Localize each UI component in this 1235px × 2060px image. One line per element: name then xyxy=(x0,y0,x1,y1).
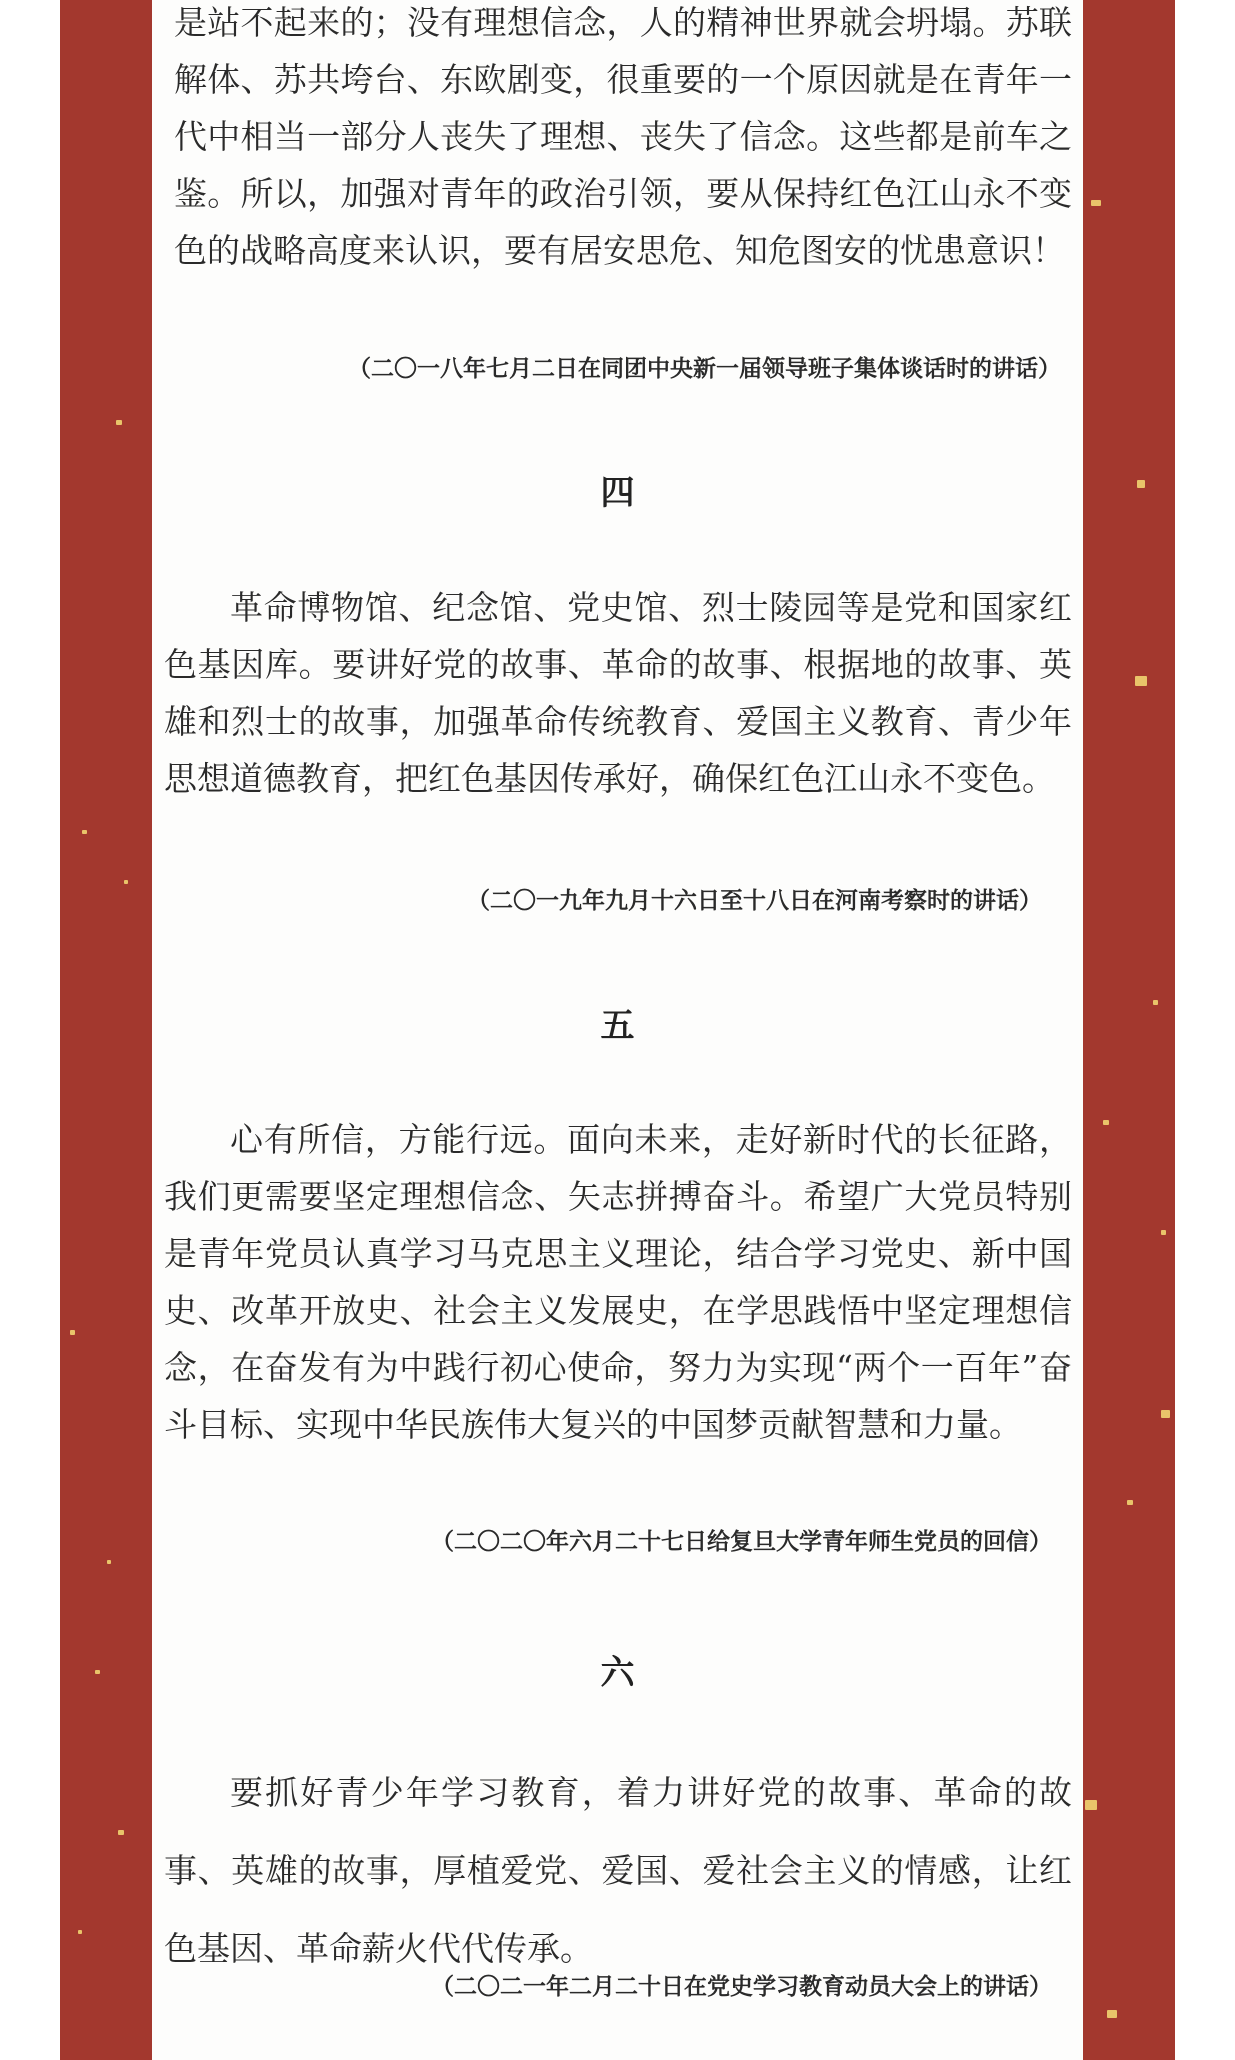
gold-fleck xyxy=(116,420,122,425)
gold-fleck xyxy=(1103,1120,1109,1125)
paragraph: 要抓好青少年学习教育，着力讲好党的故事、革命的故事、英雄的故事，厚植爱党、爱国、爱社会主义的情感，让红色基因、革命薪火代代传承。 xyxy=(164,1773,1072,1968)
section-number: 四 xyxy=(600,473,635,513)
gold-fleck xyxy=(1135,676,1147,686)
gold-fleck xyxy=(1127,1500,1133,1505)
page-paper xyxy=(152,0,1083,2060)
gold-fleck xyxy=(1161,1230,1166,1235)
section-five-body xyxy=(164,1111,1072,1453)
gold-fleck xyxy=(1085,1800,1097,1810)
gold-fleck xyxy=(70,1330,75,1335)
gold-fleck xyxy=(1107,2010,1117,2018)
gold-fleck xyxy=(118,1830,124,1835)
left-red-border xyxy=(60,0,152,2060)
paragraph: 心有所信，方能行远。面向未来，走好新时代的长征路，我们更需要坚定理想信念、矢志拼搏奋斗。希望广大党员特别是青年党员认真学习马克思主义理论，结合学习党史、新中国史、改革开放史、社会主义发展史，在学思践悟中坚定理想信念，在奋发有为中践行初心使命，努力为实现“两个一百年”奋斗目标、实现中华民族伟大复兴的中国梦贡献智慧和力量。 xyxy=(164,1120,1072,1444)
paragraph: 是站不起来的；没有理想信念，人的精神世界就会坍塌。苏联解体、苏共垮台、东欧剧变，很重要的一个原因就是在青年一代中相当一部分人丧失了理想、丧失了信念。这些都是前车之鉴。所以，加强对青年的政治引领，要从保持红色江山永不变色的战略高度来认识，要有居安思危、知危图安的忧患意识！ xyxy=(174,3,1072,270)
section-three-body xyxy=(174,0,1072,279)
gold-fleck xyxy=(107,1560,111,1564)
source-citation: （二〇一九年九月十六日至十八日在河南考察时的讲话） xyxy=(467,887,1042,914)
paragraph: 革命博物馆、纪念馆、党史馆、烈士陵园等是党和国家红色基因库。要讲好党的故事、革命的故事、根据地的故事、英雄和烈士的故事，加强革命传统教育、爱国主义教育、青少年思想道德教育，把红色基因传承好，确保红色江山永不变色。 xyxy=(164,588,1072,798)
section-number: 五 xyxy=(600,1006,635,1046)
gold-fleck xyxy=(95,1670,100,1674)
right-red-border xyxy=(1083,0,1175,2060)
gold-fleck xyxy=(1161,1410,1170,1418)
gold-fleck xyxy=(1153,1000,1158,1005)
section-six-body xyxy=(164,1754,1072,1988)
gold-fleck xyxy=(82,830,87,834)
source-citation: （二〇一八年七月二日在同团中央新一届领导班子集体谈话时的讲话） xyxy=(348,355,1061,382)
gold-fleck xyxy=(78,1930,82,1934)
gold-fleck xyxy=(1137,480,1145,488)
section-number: 六 xyxy=(600,1653,635,1693)
gold-fleck xyxy=(1091,200,1101,206)
section-four-body xyxy=(164,579,1072,807)
source-citation: （二〇二一年二月二十日在党史学习教育动员大会上的讲话） xyxy=(431,1973,1052,2000)
source-citation: （二〇二〇年六月二十七日给复旦大学青年师生党员的回信） xyxy=(431,1528,1052,1555)
gold-fleck xyxy=(124,880,128,884)
